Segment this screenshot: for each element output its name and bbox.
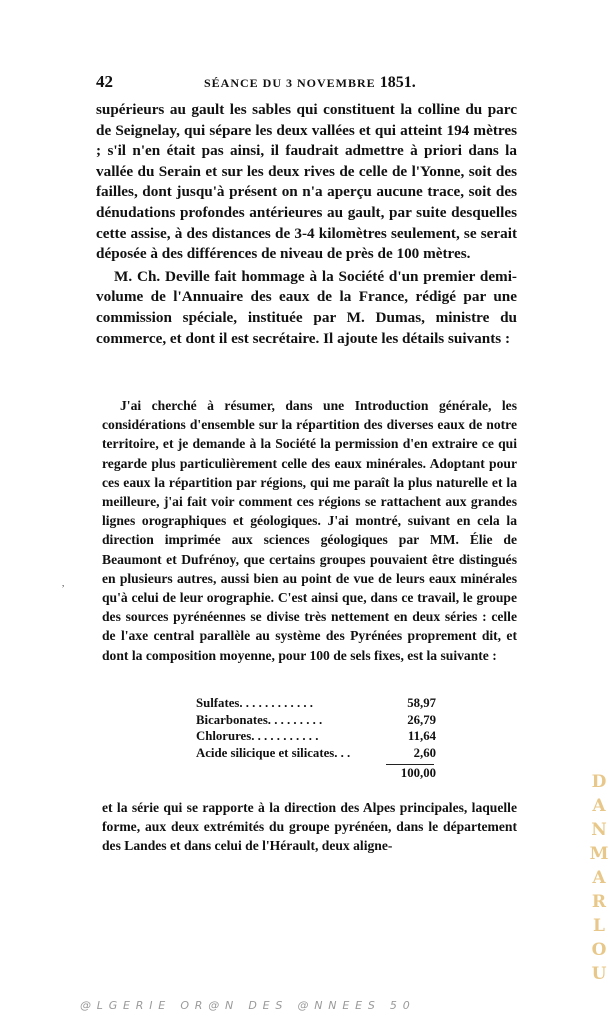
body-text-block xyxy=(96,100,517,349)
watermark-letter: M xyxy=(589,844,609,864)
row-value: 2,60 xyxy=(413,745,436,760)
watermark-letter: A xyxy=(592,796,606,816)
row-label: Chlorures. . . . . . . . . . . xyxy=(196,729,319,744)
running-head-year: 1851. xyxy=(379,74,416,91)
row-value: 26,79 xyxy=(407,712,436,727)
paragraph-introduction: J'ai cherché à résumer, dans une Introduction générale, les considérations d'ensemble sur la répartition des diverses eaux de notre territoire, et je demande à la Société la permission d'en extraire ce qui regarde plus particulièrement celle des eaux minérales. Adoptant pour ces eaux la répartition par régions, qui me paraît la plus naturelle et la meilleure, j'ai fait voir comment ces régions se rattachent aux grandes lignes orographiques et géologiques. J'ai montré, suivant en cela la direction imprimée aux sciences géologiques par MM. Élie de Beaumont et Dufrénoy, que certains groupes pouvaient être distingués en plusieurs autres, aussi bien au point de vue de leurs eaux minérales qu'à celui de leur orographie. C'est ainsi que, dans ce travail, le groupe des sources pyrénéennes se divise très nettement en deux séries : celle de l'axe central parallèle au système des Pyrénées proprement dit, et dont la composition moyenne, pour 100 de sels fixes, est la suivante : xyxy=(102,398,517,663)
watermark-letter: D xyxy=(591,772,607,792)
closing-text-block xyxy=(102,798,517,856)
paragraph-alpes: et la série qui se rapporte à la direction des Alpes principales, laquelle forme, aux deux extrémités du groupe pyrénéen, dans le département des Landes et dans celui de l'Hérault, deux aligne- xyxy=(102,800,517,854)
table-row xyxy=(196,728,436,745)
row-label: Bicarbonates. . . . . . . . . xyxy=(196,712,323,727)
page-number: 42 xyxy=(96,72,113,91)
quoted-text-block xyxy=(102,396,517,665)
row-label: Acide silicique et silicates. . . xyxy=(196,745,351,760)
row-value: 58,97 xyxy=(407,696,436,710)
watermark-letter: A xyxy=(592,868,606,888)
paragraph-deville: M. Ch. Deville fait hommage à la Société d'un premier demi-volume de l'Annuaire des eaux de la France, rédigé par une commission spéciale, instituée par M. Dumas, ministre du commerce, et dont il est secrétaire. Il ajoute les détails suivants : xyxy=(96,267,517,347)
watermark-letter: N xyxy=(591,820,607,840)
table-row xyxy=(196,695,436,712)
page-header xyxy=(96,72,516,96)
margin-mark: , xyxy=(62,578,65,588)
total-rule xyxy=(386,764,434,765)
bottom-watermark: @LGERIE OR@N DES @NNEES 50 xyxy=(80,999,416,1012)
table-row xyxy=(196,745,436,762)
running-head-text: SÉANCE DU 3 NOVEMBRE xyxy=(204,76,376,90)
row-value: 11,64 xyxy=(407,729,436,744)
vertical-watermark xyxy=(588,770,610,986)
watermark-letter: R xyxy=(591,892,607,912)
paragraph-continuation: supérieurs au gault les sables qui constituent la colline du parc de Seignelay, qui sépare les deux vallées et qui atteint 194 mètres ; s'il n'en était pas ainsi, il faudrait admettre à priori dans la vallée du Serain et sur les deux rives de celle de l'Yonne, soit des failles, dont jusqu'à présent on n'a aperçu aucune trace, soit des dénudations profondes antérieures au gault, par suite desquelles cette assise, à des distances de 3-4 kilomètres seulement, se serait déposée à des différences de niveau de près de 100 mètres. xyxy=(96,101,517,263)
watermark-letter: O xyxy=(591,940,607,960)
watermark-letter: U xyxy=(591,964,607,984)
table-total: 100,00 xyxy=(400,766,436,780)
table-row xyxy=(196,712,436,729)
composition-table xyxy=(196,695,436,761)
row-label: Sulfates. . . . . . . . . . . . xyxy=(196,696,313,710)
watermark-letter: L xyxy=(593,916,605,936)
running-head xyxy=(204,74,416,92)
